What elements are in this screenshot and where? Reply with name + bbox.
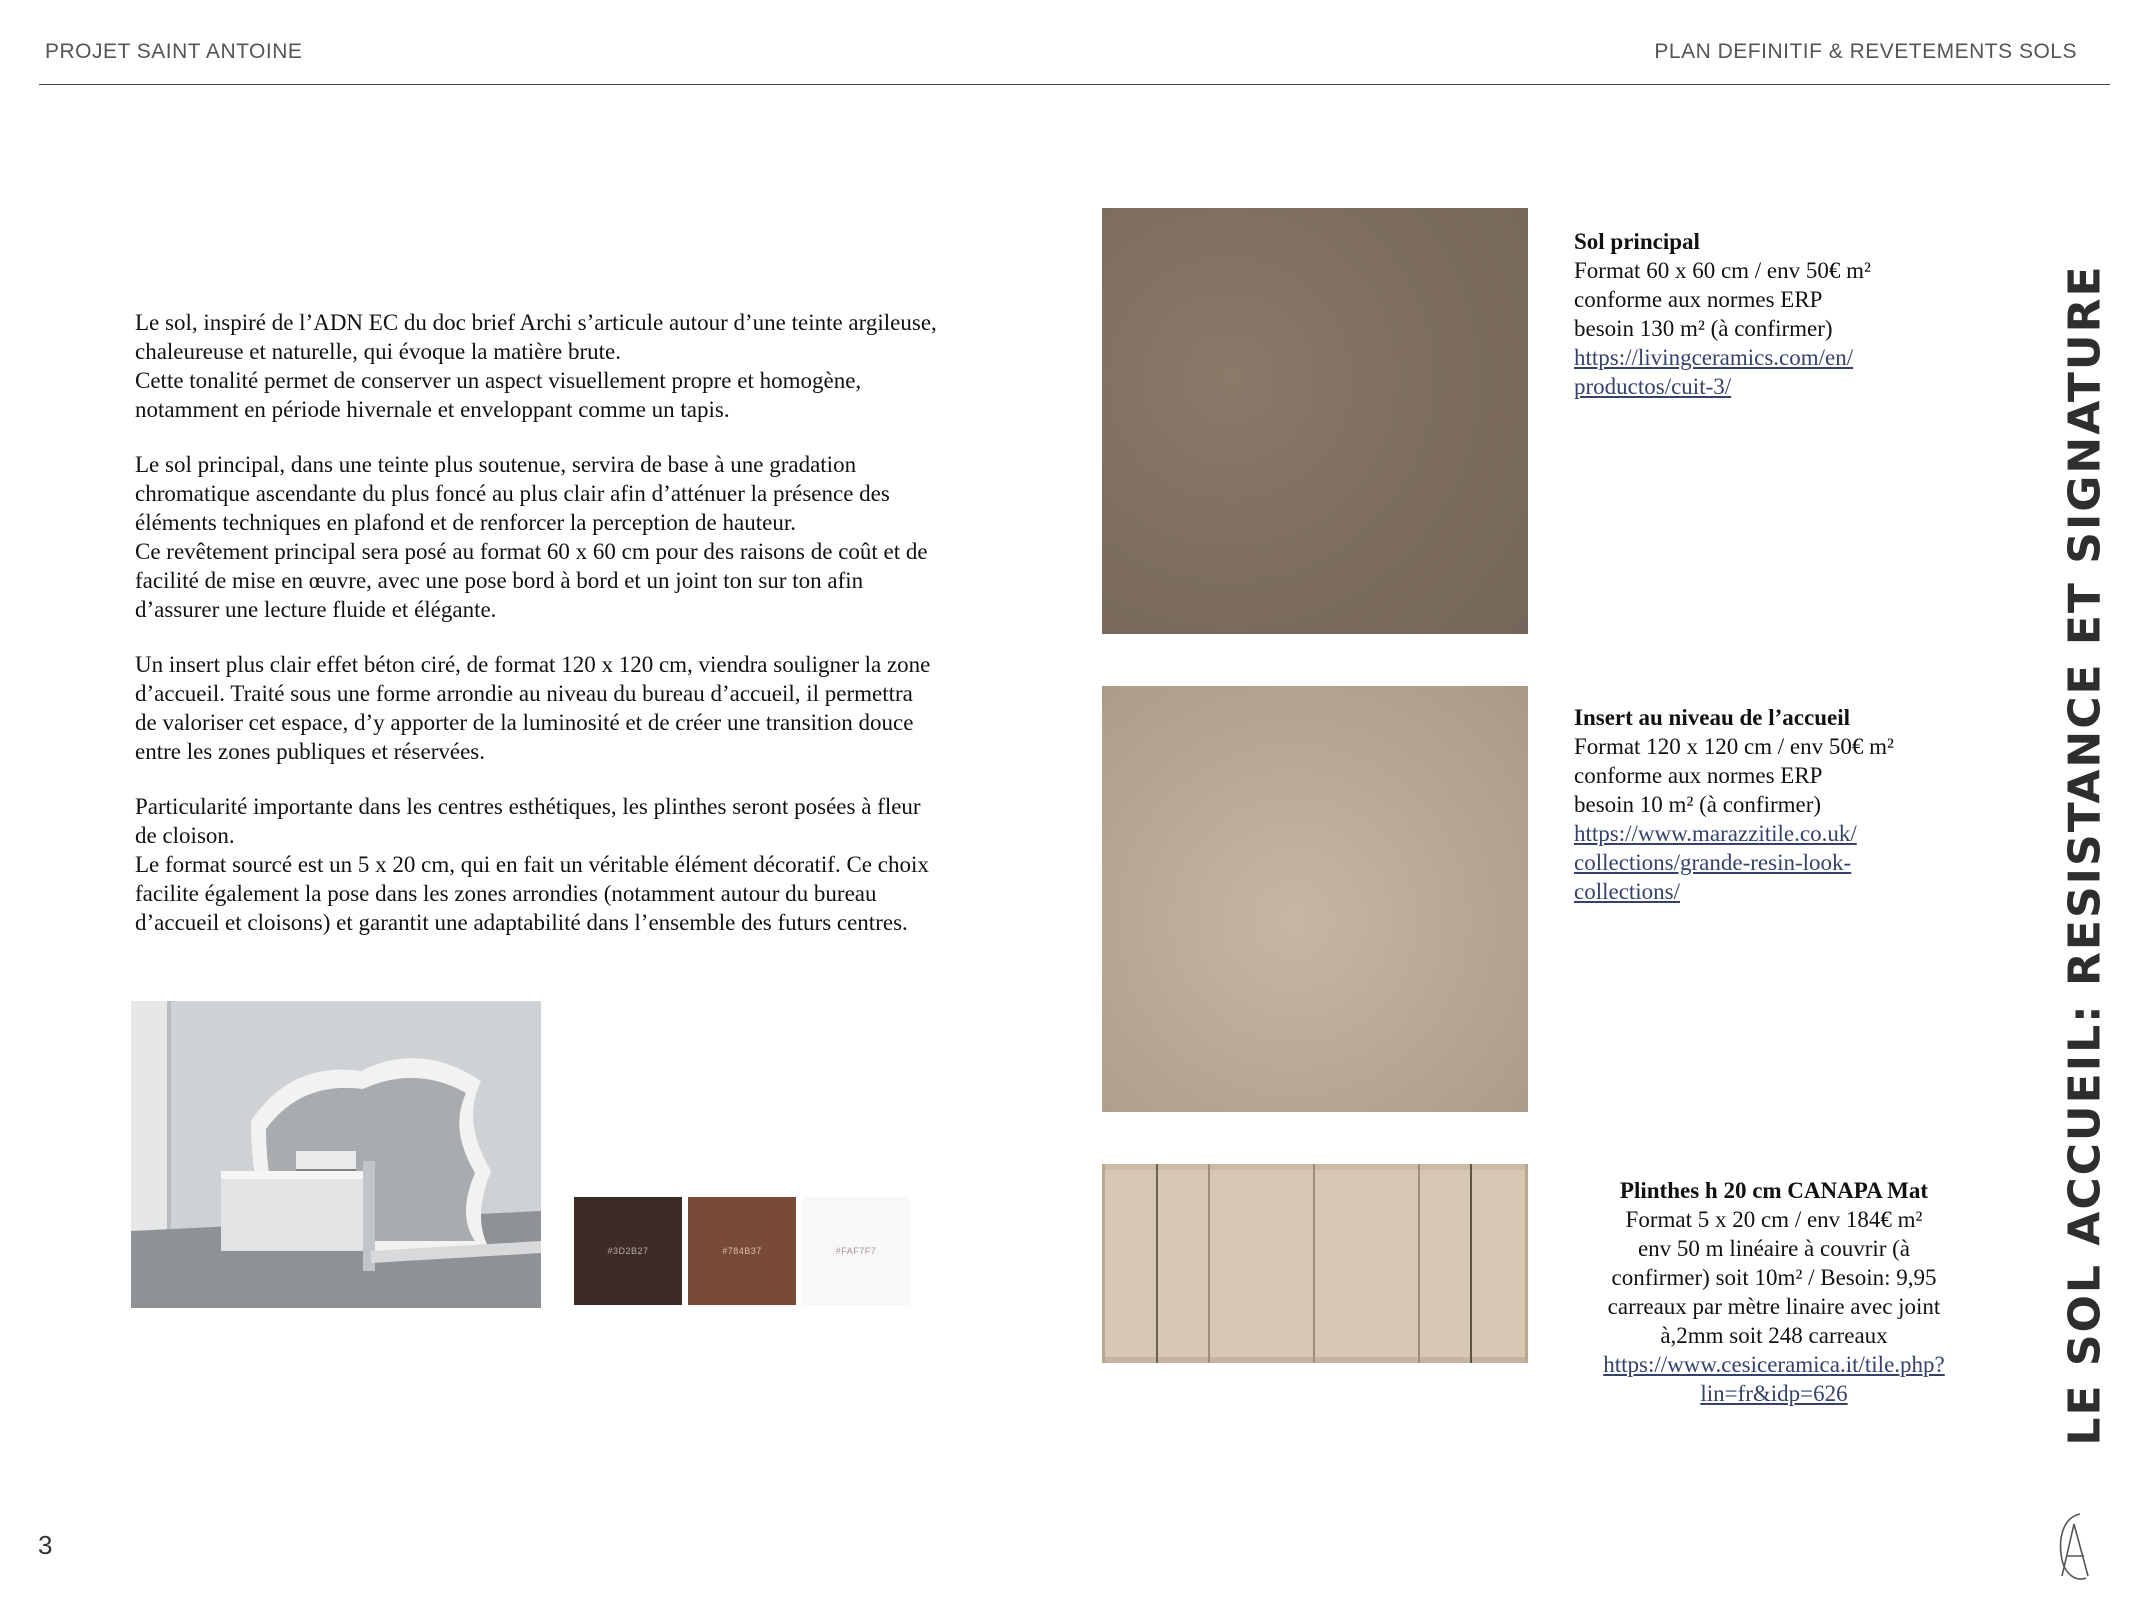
- link-line: https://livingceramics.com/en/: [1574, 345, 1854, 370]
- product-line: Format 120 x 120 cm / env 50€ m²: [1574, 734, 1894, 759]
- product-line: besoin 130 m² (à confirmer): [1574, 316, 1833, 341]
- palette-code: #3D2B27: [607, 1246, 649, 1256]
- product-title: Sol principal: [1574, 229, 1700, 254]
- link-line: lin=fr&idp=626: [1700, 1381, 1848, 1406]
- project-name: PROJET SAINT ANTOINE: [45, 40, 303, 63]
- product-line: besoin 10 m² (à confirmer): [1574, 792, 1822, 817]
- paragraph: Particularité importante dans les centres esthétiques, les plinthes seront posées à fleur de cloison. Le format sourcé est un 5 x 20 cm, qui en fait un véritable élément décoratif. Ce choix facilite également la pose dans les zones arrondies (notamment autour du bureau d’accueil et cloisons) et garantit une adaptabilité dans l’ensemble des futurs centres.: [135, 794, 929, 935]
- palette-chip-off-white: [802, 1197, 910, 1305]
- product-link[interactable]: [1574, 819, 1954, 906]
- section-name: PLAN DEFINITIF & REVETEMENTS SOLS: [1654, 40, 2077, 63]
- palette-code: #FAF7F7: [835, 1246, 877, 1256]
- product-line: carreaux par mètre linaire avec joint: [1607, 1294, 1941, 1319]
- reception-insert-tile-sample: [1102, 686, 1528, 1112]
- product-title: Insert au niveau de l’accueil: [1574, 705, 1850, 730]
- skirting-details: [1574, 1176, 1974, 1408]
- link-line: https://www.marazzitile.co.uk/: [1574, 821, 1857, 846]
- product-line: confirmer) soit 10m² / Besoin: 9,95: [1611, 1265, 1937, 1290]
- link-line: productos/cuit-3/: [1574, 374, 1732, 399]
- skirting-tile-sample: [1102, 1164, 1528, 1363]
- product-line: Format 60 x 60 cm / env 50€ m²: [1574, 258, 1871, 283]
- palette-chip-dark-brown: [574, 1197, 682, 1305]
- product-link[interactable]: [1574, 1350, 1974, 1408]
- reception-insert-details: [1574, 703, 1954, 906]
- paragraph: Un insert plus clair effet béton ciré, de format 120 x 120 cm, viendra souligner la zone d’accueil. Traité sous une forme arrondie au niveau du bureau d’accueil, il permettra de valoriser cet espace, d’y apporter de la luminosité et de créer une transition douce entre les zones publiques et réservées.: [135, 652, 931, 764]
- palette-chip-terracotta: [688, 1197, 796, 1305]
- description-text: [135, 308, 1015, 963]
- product-title: Plinthes h 20 cm CANAPA Mat: [1619, 1178, 1929, 1203]
- link-line: https://www.cesiceramica.it/tile.php?: [1603, 1352, 1945, 1377]
- header-divider: [39, 84, 2110, 85]
- main-floor-tile-sample: [1102, 208, 1528, 634]
- paragraph: Le sol, inspiré de l’ADN EC du doc brief Archi s’articule autour d’une teinte argileuse, chaleureuse et naturelle, qui évoque la matière brute. Cette tonalité permet de conserver un aspect visuellement propre et homogène, notamment en période hivernale et enveloppant comme un tapis.: [135, 310, 937, 422]
- product-line: conforme aux normes ERP: [1574, 763, 1823, 788]
- flush-skirting-illustration: [131, 1001, 541, 1308]
- product-line: Format 5 x 20 cm / env 184€ m²: [1625, 1207, 1923, 1232]
- page-title: LE SOL ACCUEIL: RESISTANCE ET SIGNATURE: [2059, 264, 2111, 1446]
- product-link[interactable]: [1574, 343, 1954, 401]
- product-line: env 50 m linéaire à couvrir (à: [1637, 1236, 1911, 1261]
- main-floor-details: [1574, 227, 1954, 401]
- paragraph: Le sol principal, dans une teinte plus soutenue, servira de base à une gradation chromatique ascendante du plus foncé au plus clair afin d’atténuer la présence des éléments techniques en plafond et de renforcer la perception de hauteur. Ce revêtement principal sera posé au format 60 x 60 cm pour des raisons de coût et de facilité de mise en œuvre, avec une pose bord à bord et un joint ton sur ton afin d’assurer une lecture fluide et élégante.: [135, 452, 928, 622]
- product-line: à,2mm soit 248 carreaux: [1660, 1323, 1888, 1348]
- link-line: collections/: [1574, 879, 1681, 904]
- palette-code: #784B37: [722, 1246, 762, 1256]
- product-line: conforme aux normes ERP: [1574, 287, 1823, 312]
- link-line: collections/grande-resin-look-: [1574, 850, 1852, 875]
- page-number: 3: [38, 1530, 53, 1560]
- brand-logo-icon: [2054, 1510, 2094, 1585]
